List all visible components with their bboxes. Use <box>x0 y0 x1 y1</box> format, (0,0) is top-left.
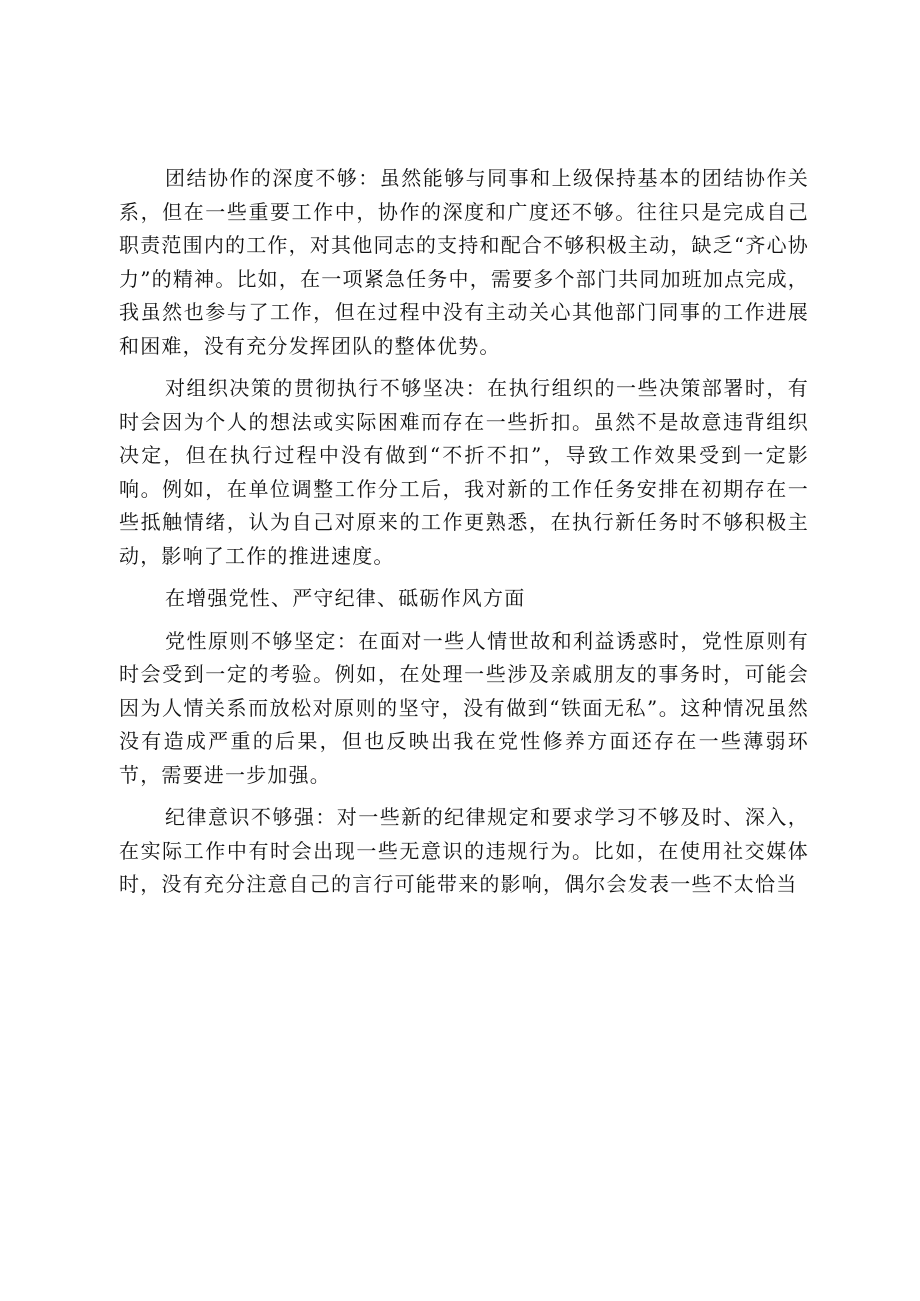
paragraph-teamwork: 团结协作的深度不够：虽然能够与同事和上级保持基本的团结协作关系，但在一些重要工作中，协作的深度和广度还不够。往往只是完成自己职责范围内的工作，对其他同志的支持和配合不够积极主动，缺乏“齐心协力”的精神。比如，在一项紧急任务中，需要多个部门共同加班加点完成，我虽然也参与了工作，但在过程中没有主动关心其他部门同事的工作进展和困难，没有充分发挥团队的整体优势。 <box>119 166 809 358</box>
paragraph-decision-execution: 对组织决策的贯彻执行不够坚决：在执行组织的一些决策部署时，有时会因为个人的想法或实际困难而存在一些折扣。虽然不是故意违背组织决定，但在执行过程中没有做到“不折不扣”，导致工作效果受到一定影响。例如，在单位调整工作分工后，我对新的工作任务安排在初期存在一些抵触情绪，认为自己对原来的工作更熟悉，在执行新任务时不够积极主动，影响了工作的推进速度。 <box>119 376 809 568</box>
paragraph-discipline: 纪律意识不够强：对一些新的纪律规定和要求学习不够及时、深入，在实际工作中有时会出现一些无意识的违规行为。比如，在使用社交媒体时，没有充分注意自己的言行可能带来的影响，偶尔会发表一些不太恰当 <box>119 805 809 896</box>
paragraph-party-principle: 党性原则不够坚定：在面对一些人情世故和利益诱惑时，党性原则有时会受到一定的考验。例如，在处理一些涉及亲戚朋友的事务时，可能会因为人情关系而放松对原则的坚守，没有做到“铁面无私”。这种情况虽然没有造成严重的后果，但也反映出我在党性修养方面还存在一些薄弱环节，需要进一步加强。 <box>119 628 809 787</box>
section-heading: 在增强党性、严守纪律、砥砺作风方面 <box>165 586 526 610</box>
document-body <box>119 162 809 911</box>
